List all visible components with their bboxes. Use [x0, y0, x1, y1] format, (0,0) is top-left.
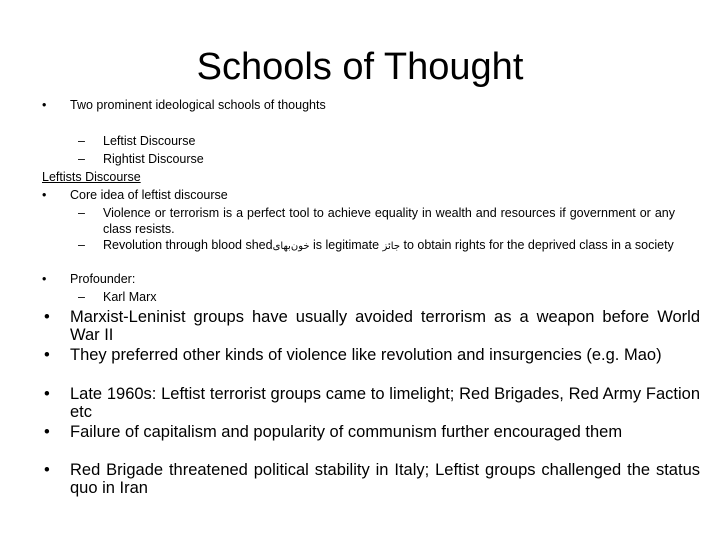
point-text: Late 1960s: Leftist terrorist groups came to limelight; Red Brigades, Red Army Faction etc [70, 385, 700, 421]
urdu-term: جائز [382, 241, 401, 252]
urdu-term: خون‌بهای [272, 241, 310, 252]
section-heading: Leftists Discourse [42, 170, 141, 184]
sub-item-text-part: to obtain rights for the deprived class in a society [400, 238, 674, 252]
sub-item-text-part: is legitimate [309, 238, 383, 252]
bullet-icon: • [44, 461, 50, 479]
bullet-icon: • [44, 346, 50, 364]
bullet-icon: • [44, 385, 50, 403]
bullet-icon: • [42, 188, 47, 202]
bullet-icon: • [42, 272, 47, 286]
dash-icon: – [78, 152, 85, 166]
intro-text: Two prominent ideological schools of thoughts [70, 98, 326, 112]
bullet-icon: • [44, 423, 50, 441]
bullet-icon: • [42, 98, 47, 112]
dash-icon: – [78, 238, 85, 252]
dash-icon: – [78, 134, 85, 148]
bullet-icon: • [44, 308, 50, 326]
sub-item-text: Rightist Discourse [103, 152, 204, 166]
sub-item-text: Violence or terrorism is a perfect tool to achieve equality in wealth and resources if government or any class resists. [103, 206, 675, 236]
profounder-text: Profounder: [70, 272, 136, 286]
dash-icon: – [78, 206, 85, 220]
point-text: They preferred other kinds of violence like revolution and insurgencies (e.g. Mao) [70, 346, 662, 364]
point-text: Failure of capitalism and popularity of communism further encouraged them [70, 423, 623, 441]
sub-item-text: Leftist Discourse [103, 134, 196, 148]
core-text: Core idea of leftist discourse [70, 188, 228, 202]
point-text: Marxist-Leninist groups have usually avoided terrorism as a weapon before World War II [70, 308, 700, 344]
slide-title: Schools of Thought [196, 46, 524, 88]
point-text: Red Brigade threatened political stability in Italy; Leftist groups challenged the status quo in Iran [70, 461, 700, 497]
sub-item-text-part: Revolution through blood shed [103, 238, 273, 252]
dash-icon: – [78, 290, 85, 304]
sub-item-text: Karl Marx [103, 290, 157, 304]
sub-item-text [103, 238, 678, 255]
